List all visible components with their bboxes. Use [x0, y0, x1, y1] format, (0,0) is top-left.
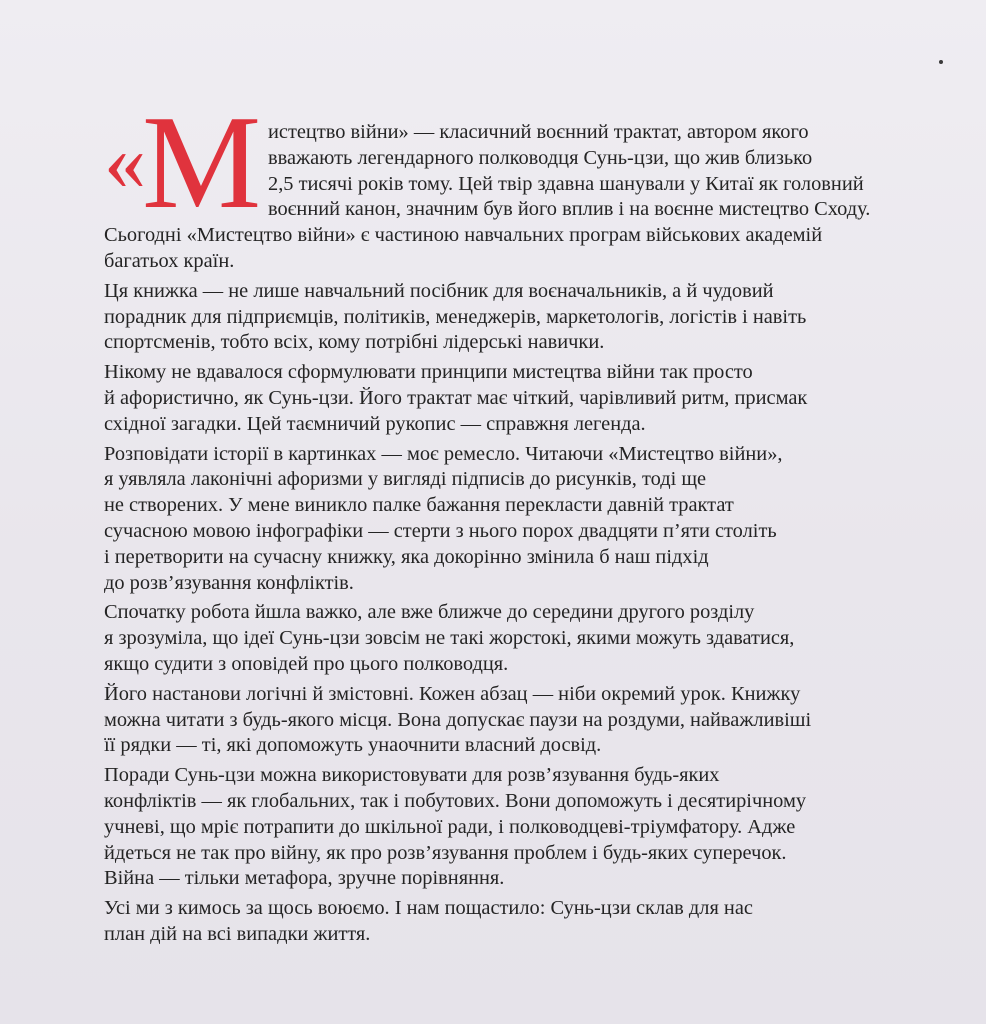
text-line: до розв’язування конфліктів.: [104, 571, 354, 594]
text-line: Поради Сунь-цзи можна використовувати для розв’язування будь-яких: [104, 764, 720, 787]
text-line: истецтво війни» — класичний воєнний трактат, автором якого: [268, 121, 809, 143]
text-line: йдеться не так про війну, як про розв’язування проблем і будь-яких суперечок.: [104, 841, 787, 864]
text-line: багатьох країн.: [104, 249, 235, 272]
paragraph: [104, 360, 944, 437]
text-line: план дій на всі випадки життя.: [104, 922, 371, 945]
text-line: Розповідати історії в картинках — моє ремесло. Читаючи «Мистецтво війни»,: [104, 442, 783, 465]
text-line: Ця книжка — не лише навчальний посібник для воєначальників, а й чудовий: [104, 279, 774, 302]
text-line: Нікому не вдавалося сформулювати принципи мистецтва війни так просто: [104, 361, 753, 384]
text-line: Війна — тільки метафора, зручне порівняння.: [104, 867, 505, 890]
text-line: можна читати з будь-якого місця. Вона допускає паузи на роздуми, найважливіші: [104, 708, 812, 731]
page-speck: [939, 60, 943, 64]
text-line: сучасною мовою інфографіки — стерти з нього порох двадцяти п’яти століть: [104, 519, 777, 542]
text-line: Усі ми з кимось за щось воюємо. І нам пощастило: Сунь-цзи склав для нас: [104, 897, 753, 920]
paragraph: [104, 896, 944, 948]
text-line: спортсменів, тобто всіх, кому потрібні лідерські навички.: [104, 331, 605, 354]
text-line: я уявляла лаконічні афоризми у вигляді підписів до рисунків, тоді ще: [104, 468, 707, 491]
text-line: не створених. У мене виникло палке бажання перекласти давній трактат: [104, 494, 734, 517]
paragraph: [104, 442, 944, 597]
text-line: і перетворити на сучасну книжку, яка докорінно змінила б наш підхід: [104, 545, 709, 568]
text-line: Спочатку робота йшла важко, але вже ближче до середини другого розділу: [104, 601, 755, 624]
text-line: Його настанови логічні й змістовні. Кожен абзац — ніби окремий урок. Книжку: [104, 682, 801, 705]
text-line: й афористично, як Сунь-цзи. Його трактат має чіткий, чарівливий ритм, присмак: [104, 386, 808, 409]
drop-cap-quote: «: [104, 115, 142, 208]
text-line: східної загадки. Цей таємничий рукопис — справжня легенда.: [104, 412, 646, 435]
text-line: я зрозуміла, що ідеї Сунь-цзи зовсім не такі жорстокі, якими можуть здаватися,: [104, 627, 795, 650]
paragraph: [104, 279, 944, 356]
text-line: 2,5 тисячі років тому. Цей твір здавна шанували у Китаї як головний: [268, 172, 864, 195]
text-line: Сьогодні «Мистецтво війни» є частиною навчальних програм військових академій: [104, 224, 823, 247]
paragraph: [104, 120, 944, 275]
text-line: воєнний канон, значним був його вплив і на воєнне мистецтво Сходу.: [268, 198, 871, 221]
paragraph: [104, 682, 944, 759]
text-line: якщо судити з оповідей про цього полководця.: [104, 652, 509, 675]
body-text: [104, 120, 944, 952]
text-line: учневі, що мріє потрапити до шкільної ради, і полководцеві-тріумфатору. Адже: [104, 815, 796, 838]
paragraph: [104, 600, 944, 677]
paragraph: [104, 763, 944, 892]
text-line: конфліктів — як глобальних, так і побутових. Вони допоможуть і десятирічному: [104, 789, 807, 812]
text-line: порадник для підприємців, політиків, менеджерів, маркетологів, логістів і навіть: [104, 305, 807, 328]
text-line: вважають легендарного полководця Сунь-цзи, що жив близько: [268, 146, 813, 169]
drop-cap-letter: М: [142, 88, 262, 236]
text-line: її рядки — ті, які допоможуть унаочнити власний досвід.: [104, 734, 602, 757]
